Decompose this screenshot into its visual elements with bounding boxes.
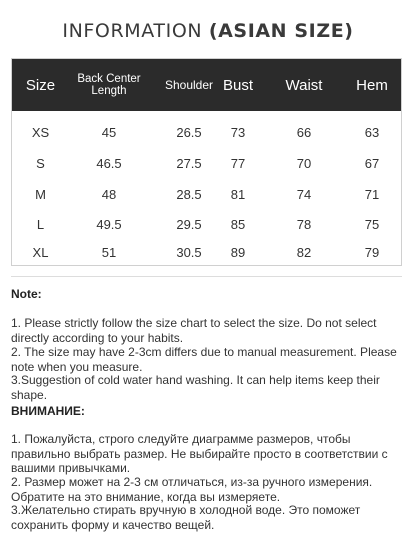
header-shoulder: Shoulder xyxy=(164,78,214,92)
warning-title: ВНИМАНИЕ: xyxy=(11,404,85,418)
cell-hem: 63 xyxy=(364,124,380,140)
cell-bust: 85 xyxy=(230,216,246,232)
table-row xyxy=(12,181,401,207)
cell-shoulder: 29.5 xyxy=(176,216,202,232)
cell-waist: 82 xyxy=(296,244,312,260)
warning-item: 1. Пожалуйста, строго следуйте диаграмме размеров, чтобы правильно выбрать размер. Не выбирайте просто в соответствии с вашими привычками. xyxy=(11,432,388,476)
cell-waist: 66 xyxy=(296,124,312,140)
cell-hem: 79 xyxy=(364,244,380,260)
cell-size: L xyxy=(36,216,45,232)
table-row xyxy=(12,119,401,145)
cell-back-center-length: 49.5 xyxy=(96,216,122,232)
table-header xyxy=(12,59,401,111)
cell-size: XS xyxy=(31,124,50,140)
cell-bust: 81 xyxy=(230,186,246,202)
cell-hem: 71 xyxy=(364,186,380,202)
header-hem: Hem xyxy=(356,76,388,94)
cell-size: XL xyxy=(32,244,49,260)
header-waist: Waist xyxy=(285,76,323,94)
warning-item: 3.Желательно стирать вручную в холодной воде. Это поможет сохранить форму и качество вещей. xyxy=(11,503,361,532)
header-back-center-length xyxy=(69,59,149,111)
note-item: 2. The size may have 2-3cm differs due to manual measurement. Please note when you measure. xyxy=(11,345,397,374)
cell-shoulder: 27.5 xyxy=(176,155,202,171)
cell-hem: 67 xyxy=(364,155,380,171)
table-row xyxy=(12,211,401,237)
title-main: INFORMATION xyxy=(62,20,203,42)
title-size-region: (ASIAN SIZE) xyxy=(208,20,354,42)
cell-hem: 75 xyxy=(364,216,380,232)
cell-size: S xyxy=(36,155,45,171)
cell-bust: 89 xyxy=(230,244,246,260)
page-title xyxy=(0,20,416,42)
cell-size: M xyxy=(35,186,46,202)
header-size: Size xyxy=(25,76,56,94)
header-back-center-line2: Length xyxy=(91,85,127,97)
header-back-center-line1: Back Center xyxy=(77,72,141,85)
cell-back-center-length: 51 xyxy=(101,244,117,260)
cell-waist: 74 xyxy=(296,186,312,202)
cell-bust: 73 xyxy=(230,124,246,140)
cell-shoulder: 28.5 xyxy=(176,186,202,202)
cell-waist: 78 xyxy=(296,216,312,232)
note-item: 1. Please strictly follow the size chart to select the size. Do not select directly according to your habits. xyxy=(11,316,377,345)
note-item: 3.Suggestion of cold water hand washing. It can help items keep their shape. xyxy=(11,373,380,402)
table-row xyxy=(12,150,401,176)
warning-item: 2. Размер может на 2-3 см отличаться, из-за ручного измерения. Обратите на это внимание, когда вы измеряете. xyxy=(11,475,373,504)
section-divider xyxy=(11,276,402,277)
size-table xyxy=(11,58,402,266)
table-row xyxy=(12,239,401,265)
cell-shoulder: 30.5 xyxy=(176,244,202,260)
header-bust: Bust xyxy=(222,76,253,94)
cell-back-center-length: 46.5 xyxy=(96,155,122,171)
note-title: Note: xyxy=(11,287,42,301)
cell-bust: 77 xyxy=(230,155,246,171)
cell-back-center-length: 45 xyxy=(101,124,117,140)
cell-shoulder: 26.5 xyxy=(176,124,202,140)
cell-back-center-length: 48 xyxy=(101,186,117,202)
cell-waist: 70 xyxy=(296,155,312,171)
